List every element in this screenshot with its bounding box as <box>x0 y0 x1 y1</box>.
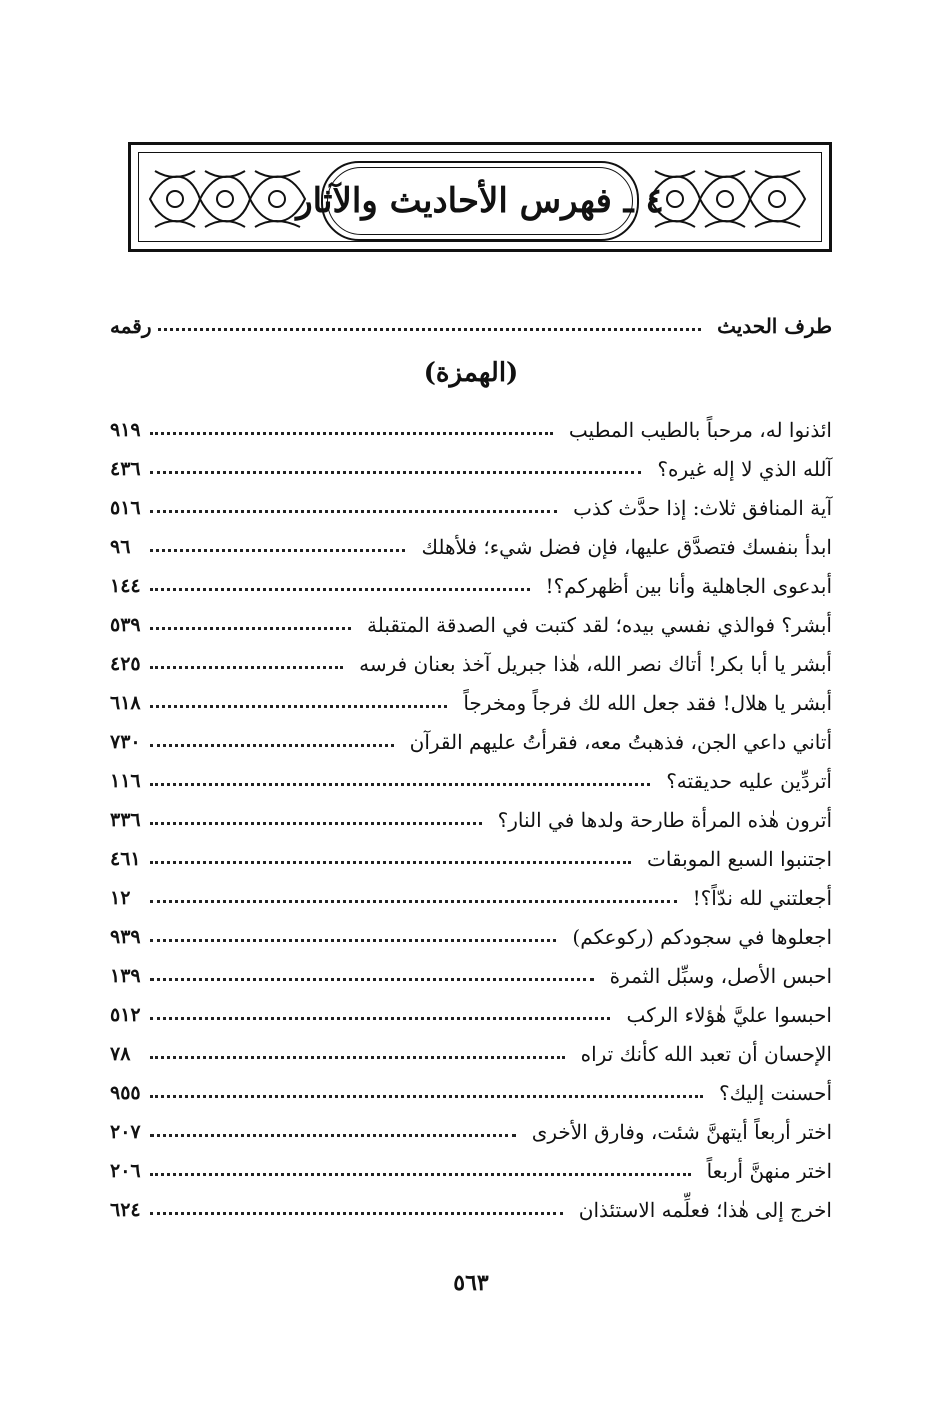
dot-leader <box>150 1212 563 1215</box>
entry-text: اختر أربعاً أيتهنَّ شئت، وفارق الأخرى <box>531 1120 832 1144</box>
index-entry <box>110 685 832 721</box>
entry-number: ٢٠٧ <box>110 1121 141 1143</box>
entry-text: آية المنافق ثلاث: إذا حدَّث كذب <box>573 496 832 520</box>
entry-text: أترون هٰذه المرأة طارحة ولدها في النار؟ <box>497 808 832 832</box>
index-title: ٤ ـ فهرس الأحاديث والآثار <box>296 181 664 221</box>
index-entry <box>110 763 832 799</box>
dot-leader <box>150 1134 516 1137</box>
index-entry <box>110 412 832 448</box>
entry-text: اجتنبوا السبع الموبقات <box>647 847 832 871</box>
dot-leader <box>150 1017 610 1020</box>
dot-leader <box>150 471 641 474</box>
dot-leader <box>150 1173 691 1176</box>
header-number-label: رقمه <box>110 314 152 338</box>
entry-number: ١٤٤ <box>110 575 141 597</box>
entry-text: أبشر يا هلال! فقد جعل الله لك فرجاً ومخرجاً <box>463 691 832 715</box>
arabesque-ornament-left <box>145 161 315 237</box>
page-number: ٥٦٣ <box>453 1270 489 1296</box>
index-entry <box>110 958 832 994</box>
index-entry <box>110 802 832 838</box>
entry-number: ١٢ <box>110 887 131 909</box>
dot-leader <box>150 627 351 630</box>
entry-number: ٤٦١ <box>110 848 141 870</box>
index-entry <box>110 607 832 643</box>
entry-number: ٤٢٥ <box>110 653 141 675</box>
index-entry <box>110 1153 832 1189</box>
index-entry <box>110 1036 832 1072</box>
index-entry <box>110 1075 832 1111</box>
entry-number: ٥١٦ <box>110 497 141 519</box>
entry-number: ٥١٢ <box>110 1004 141 1026</box>
dot-leader <box>150 588 530 591</box>
entry-text: أحسنت إليك؟ <box>719 1081 832 1105</box>
entry-number: ٦١٨ <box>110 692 141 714</box>
entry-text: احبسوا عليَّ هٰؤلاء الركب <box>626 1003 832 1027</box>
entry-text: ابدأ بنفسك فتصدَّق عليها، فإن فضل شيء؛ فلأهلك <box>421 535 832 559</box>
dot-leader <box>150 978 594 981</box>
index-entry <box>110 841 832 877</box>
entry-number: ٢٠٦ <box>110 1160 141 1182</box>
banner-inner-frame <box>138 152 822 242</box>
dot-leader <box>150 1056 565 1059</box>
index-entry <box>110 997 832 1033</box>
dot-leader <box>150 666 343 669</box>
entry-text: أبدعوى الجاهلية وأنا بين أظهركم؟! <box>545 574 832 598</box>
entry-number: ٥٣٩ <box>110 614 141 636</box>
dot-leader <box>150 1095 703 1098</box>
dot-leader <box>150 939 556 942</box>
index-column-header <box>110 308 832 344</box>
entry-number: ٩٦ <box>110 536 131 558</box>
dot-leader <box>150 783 650 786</box>
entry-number: ١٣٩ <box>110 965 141 987</box>
entry-number: ٩٥٥ <box>110 1082 141 1104</box>
entry-text: اختر منهنَّ أربعاً <box>706 1159 832 1183</box>
index-entry <box>110 451 832 487</box>
index-entry <box>110 529 832 565</box>
entry-text: أبشر يا أبا بكر! أتاك نصر الله، هٰذا جبريل آخذ بعنان فرسه <box>359 652 832 676</box>
entry-number: ٩١٩ <box>110 419 141 441</box>
entry-number: ٩٣٩ <box>110 926 141 948</box>
entry-text: اجعلوها في سجودكم (ركوعكم) <box>572 925 832 949</box>
entry-number: ٧٨ <box>110 1043 131 1065</box>
dot-leader <box>150 705 447 708</box>
title-banner <box>128 142 832 252</box>
entry-number: ٤٣٦ <box>110 458 141 480</box>
entry-number: ١١٦ <box>110 770 141 792</box>
title-cartouche <box>296 161 664 241</box>
header-hadith-label: طرف الحديث <box>717 314 832 338</box>
index-entry <box>110 1192 832 1228</box>
entry-text: أتردِّين عليه حديقته؟ <box>666 769 832 793</box>
entry-number: ٣٣٦ <box>110 809 141 831</box>
dot-leader <box>158 328 702 331</box>
index-entry <box>110 568 832 604</box>
dot-leader <box>150 432 553 435</box>
dot-leader <box>150 822 482 825</box>
entry-text: اخرج إلى هٰذا؛ فعلِّمه الاستئذان <box>578 1198 832 1222</box>
entry-text: الإحسان أن تعبد الله كأنك تراه <box>580 1042 832 1066</box>
entry-text: أجعلتني لله ندّاً؟! <box>692 886 832 910</box>
index-entry <box>110 919 832 955</box>
entry-text: أبشر؟ فوالذي نفسي بيده؛ لقد كتبت في الصدقة المتقبلة <box>367 613 832 637</box>
dot-leader <box>150 900 677 903</box>
index-entry <box>110 646 832 682</box>
index-entry <box>110 880 832 916</box>
arabesque-ornament-right <box>645 161 815 237</box>
entry-number: ٦٢٤ <box>110 1199 141 1221</box>
dot-leader <box>150 744 394 747</box>
index-entry <box>110 490 832 526</box>
index-entry <box>110 1114 832 1150</box>
dot-leader <box>150 510 557 513</box>
entry-text: ائذنوا له، مرحباً بالطيب المطيب <box>568 418 832 442</box>
entry-text: احبس الأصل، وسبِّل الثمرة <box>609 964 832 988</box>
dot-leader <box>150 549 405 552</box>
entry-number: ٧٣٠ <box>110 731 141 753</box>
section-heading: (الهمزة) <box>423 358 519 388</box>
dot-leader <box>150 861 631 864</box>
entry-text: آلله الذي لا إله غيره؟ <box>657 457 832 481</box>
entry-text: أتاني داعي الجن، فذهبتُ معه، فقرأتُ عليهم القرآن <box>409 730 832 754</box>
index-entry <box>110 724 832 760</box>
